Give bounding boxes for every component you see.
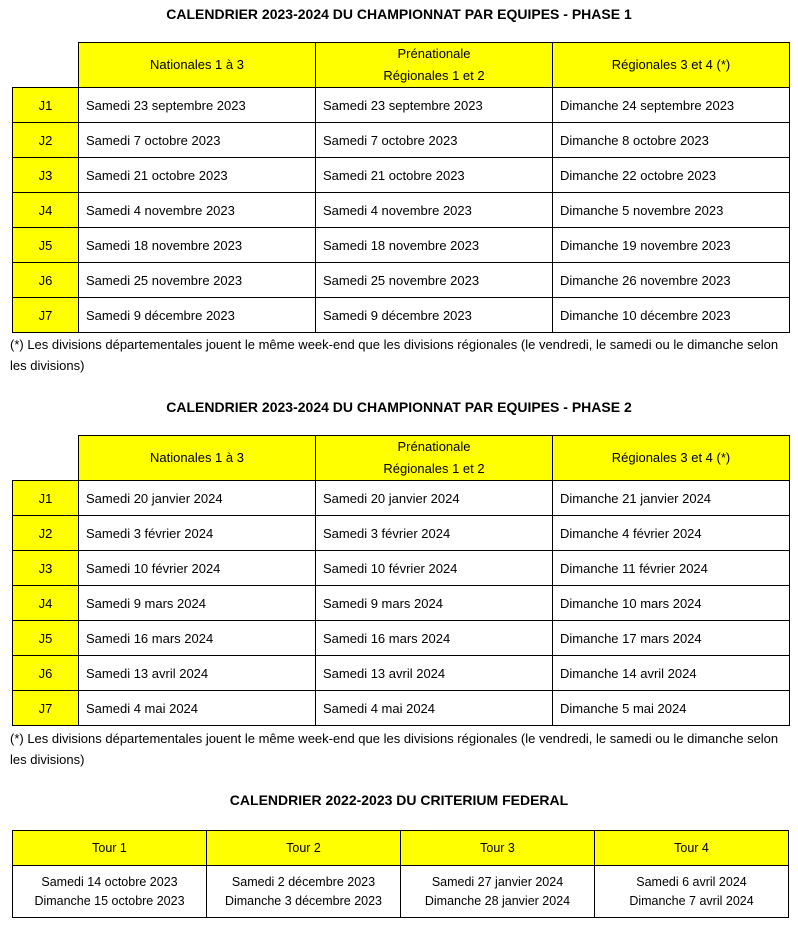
table-row <box>13 298 790 333</box>
table-row <box>13 586 790 621</box>
date-cell: Samedi 4 novembre 2023 <box>316 193 553 228</box>
date-cell: Samedi 23 septembre 2023 <box>79 88 316 123</box>
criterium-table <box>12 830 789 918</box>
table-row <box>13 656 790 691</box>
journee-label: J7 <box>13 298 79 333</box>
phase1-footnote: (*) Les divisions départementales jouent le même week-end que les divisions régionales (le vendredi, le samedi ou le dimanche selon les divisions) <box>10 337 779 373</box>
journee-label: J5 <box>13 228 79 263</box>
date-cell: Samedi 9 mars 2024 <box>316 586 553 621</box>
tour-date-saturday: Samedi 2 décembre 2023 <box>231 874 376 889</box>
journee-label: J2 <box>13 123 79 158</box>
date-cell: Samedi 13 avril 2024 <box>79 656 316 691</box>
table-row <box>13 158 790 193</box>
date-cell: Samedi 20 janvier 2024 <box>316 481 553 516</box>
header-nationales: Nationales 1 à 3 <box>79 43 316 88</box>
date-cell: Dimanche 4 février 2024 <box>553 516 790 551</box>
journee-label: J2 <box>13 516 79 551</box>
phase1-header-row <box>13 43 790 88</box>
tour-date-saturday: Samedi 6 avril 2024 <box>636 874 747 889</box>
tour-dates <box>13 866 207 918</box>
date-cell: Samedi 25 novembre 2023 <box>79 263 316 298</box>
date-cell: Dimanche 8 octobre 2023 <box>553 123 790 158</box>
tour-header: Tour 3 <box>401 831 595 866</box>
table-row <box>13 621 790 656</box>
journee-label: J6 <box>13 263 79 298</box>
date-cell: Dimanche 5 novembre 2023 <box>553 193 790 228</box>
header-empty-cell <box>13 43 79 88</box>
phase1-title: CALENDRIER 2023-2024 DU CHAMPIONNAT PAR EQUIPES - PHASE 1 <box>166 6 632 22</box>
date-cell: Dimanche 10 mars 2024 <box>553 586 790 621</box>
journee-label: J6 <box>13 656 79 691</box>
date-cell: Samedi 20 janvier 2024 <box>79 481 316 516</box>
tour-date-saturday: Samedi 14 octobre 2023 <box>41 874 178 889</box>
tour-date-saturday: Samedi 27 janvier 2024 <box>431 874 564 889</box>
phase2-title: CALENDRIER 2023-2024 DU CHAMPIONNAT PAR EQUIPES - PHASE 2 <box>166 399 632 415</box>
date-cell: Dimanche 11 février 2024 <box>553 551 790 586</box>
tour-header: Tour 4 <box>595 831 789 866</box>
date-cell: Samedi 21 octobre 2023 <box>316 158 553 193</box>
date-cell: Samedi 9 décembre 2023 <box>79 298 316 333</box>
table-row <box>13 123 790 158</box>
table-row <box>13 228 790 263</box>
date-cell: Dimanche 26 novembre 2023 <box>553 263 790 298</box>
date-cell: Samedi 3 février 2024 <box>79 516 316 551</box>
criterium-title: CALENDRIER 2022-2023 DU CRITERIUM FEDERAL <box>229 792 569 808</box>
tour-header: Tour 2 <box>207 831 401 866</box>
journee-label: J4 <box>13 193 79 228</box>
header-prenationale <box>316 436 553 481</box>
date-cell: Samedi 13 avril 2024 <box>316 656 553 691</box>
date-cell: Dimanche 5 mai 2024 <box>553 691 790 726</box>
date-cell: Dimanche 24 septembre 2023 <box>553 88 790 123</box>
tour-date-sunday: Dimanche 7 avril 2024 <box>629 893 754 908</box>
journee-label: J5 <box>13 621 79 656</box>
date-cell: Dimanche 10 décembre 2023 <box>553 298 790 333</box>
date-cell: Samedi 9 mars 2024 <box>79 586 316 621</box>
phase2-table <box>12 435 790 726</box>
journee-label: J1 <box>13 481 79 516</box>
tour-date-sunday: Dimanche 3 décembre 2023 <box>224 893 383 908</box>
phase1-table <box>12 42 790 333</box>
header-nationales: Nationales 1 à 3 <box>79 436 316 481</box>
header-prenationale-line1: Prénationale <box>397 46 471 61</box>
date-cell: Samedi 9 décembre 2023 <box>316 298 553 333</box>
header-regionales-3-4: Régionales 3 et 4 (*) <box>553 43 790 88</box>
date-cell: Samedi 16 mars 2024 <box>79 621 316 656</box>
date-cell: Samedi 21 octobre 2023 <box>79 158 316 193</box>
header-prenationale <box>316 43 553 88</box>
criterium-header-row <box>13 831 789 866</box>
date-cell: Samedi 10 février 2024 <box>79 551 316 586</box>
journee-label: J3 <box>13 158 79 193</box>
tour-dates <box>595 866 789 918</box>
date-cell: Samedi 4 mai 2024 <box>316 691 553 726</box>
date-cell: Samedi 7 octobre 2023 <box>316 123 553 158</box>
date-cell: Samedi 18 novembre 2023 <box>79 228 316 263</box>
date-cell: Samedi 25 novembre 2023 <box>316 263 553 298</box>
date-cell: Samedi 4 novembre 2023 <box>79 193 316 228</box>
date-cell: Samedi 3 février 2024 <box>316 516 553 551</box>
date-cell: Dimanche 17 mars 2024 <box>553 621 790 656</box>
journee-label: J4 <box>13 586 79 621</box>
header-prenationale-line1: Prénationale <box>397 439 471 454</box>
header-prenationale-line2: Régionales 1 et 2 <box>383 68 485 83</box>
date-cell: Samedi 4 mai 2024 <box>79 691 316 726</box>
date-cell: Samedi 16 mars 2024 <box>316 621 553 656</box>
phase2-header-row <box>13 436 790 481</box>
date-cell: Dimanche 19 novembre 2023 <box>553 228 790 263</box>
header-regionales-3-4: Régionales 3 et 4 (*) <box>553 436 790 481</box>
header-empty-cell <box>13 436 79 481</box>
tour-date-sunday: Dimanche 15 octobre 2023 <box>34 893 185 908</box>
table-row <box>13 263 790 298</box>
table-row <box>13 193 790 228</box>
tour-dates <box>401 866 595 918</box>
journee-label: J7 <box>13 691 79 726</box>
date-cell: Dimanche 14 avril 2024 <box>553 656 790 691</box>
table-row <box>13 88 790 123</box>
date-cell: Samedi 10 février 2024 <box>316 551 553 586</box>
journee-label: J1 <box>13 88 79 123</box>
table-row <box>13 481 790 516</box>
date-cell: Dimanche 22 octobre 2023 <box>553 158 790 193</box>
criterium-dates-row <box>13 866 789 918</box>
tour-dates <box>207 866 401 918</box>
table-row <box>13 516 790 551</box>
header-prenationale-line2: Régionales 1 et 2 <box>383 461 485 476</box>
table-row <box>13 551 790 586</box>
date-cell: Samedi 7 octobre 2023 <box>79 123 316 158</box>
date-cell: Samedi 23 septembre 2023 <box>316 88 553 123</box>
table-row <box>13 691 790 726</box>
journee-label: J3 <box>13 551 79 586</box>
date-cell: Samedi 18 novembre 2023 <box>316 228 553 263</box>
date-cell: Dimanche 21 janvier 2024 <box>553 481 790 516</box>
tour-date-sunday: Dimanche 28 janvier 2024 <box>424 893 571 908</box>
tour-header: Tour 1 <box>13 831 207 866</box>
phase2-footnote: (*) Les divisions départementales jouent le même week-end que les divisions régionales (le vendredi, le samedi ou le dimanche selon les divisions) <box>10 731 779 767</box>
